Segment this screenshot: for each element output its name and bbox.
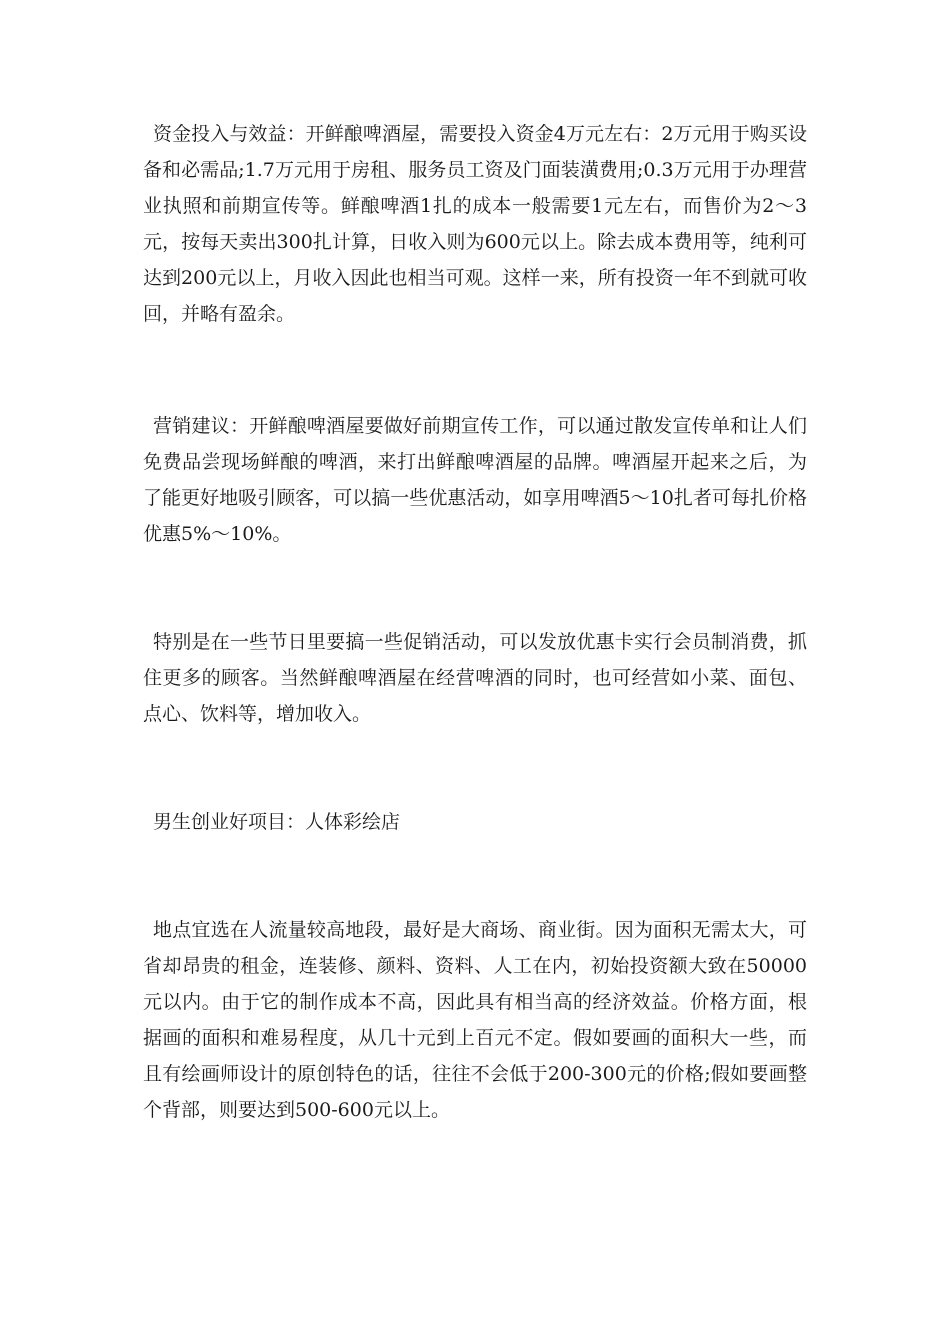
paragraph-body-painting-details: 地点宜选在人流量较高地段，最好是大商场、商业街。因为面积无需太大，可省却昂贵的租金，连装修、颜料、资料、人工在内，初始投资额大致在50000元以内。由于它的制作成本不高，因此具有相当高的经济效益。价格方面，根据画的面积和难易程度，从几十元到上百元不定。假如要画的面积大一些，而且有绘画师设计的原创特色的话，往往不会低于200-300元的价格;假如要画整个背部，则要达到500-600元以上。 <box>143 919 807 1121</box>
paragraph-investment-returns: 资金投入与效益：开鲜酿啤酒屋，需要投入资金4万元左右：2万元用于购买设备和必需品;1.7万元用于房租、服务员工资及门面装潢费用;0.3万元用于办理营业执照和前期宣传等。鲜酿啤酒1扎的成本一般需要1元左右，而售价为2～3元，按每天卖出300扎计算，日收入则为600元以上。除去成本费用等，纯利可达到200元以上，月收入因此也相当可观。这样一来，所有投资一年不到就可收回，并略有盈余。 <box>143 123 807 325</box>
paragraph-holiday-promotions: 特别是在一些节日里要搞一些促销活动，可以发放优惠卡实行会员制消费，抓住更多的顾客。当然鲜酿啤酒屋在经营啤酒的同时，也可经营如小菜、面包、点心、饮料等，增加收入。 <box>143 631 807 725</box>
paragraph-marketing-advice: 营销建议：开鲜酿啤酒屋要做好前期宣传工作，可以通过散发宣传单和让人们免费品尝现场鲜酿的啤酒，来打出鲜酿啤酒屋的品牌。啤酒屋开起来之后，为了能更好地吸引顾客，可以搞一些优惠活动，如享用啤酒5～10扎者可每扎价格优惠5%～10%。 <box>143 415 807 545</box>
section-heading-body-painting: 男生创业好项目：人体彩绘店 <box>153 811 401 833</box>
